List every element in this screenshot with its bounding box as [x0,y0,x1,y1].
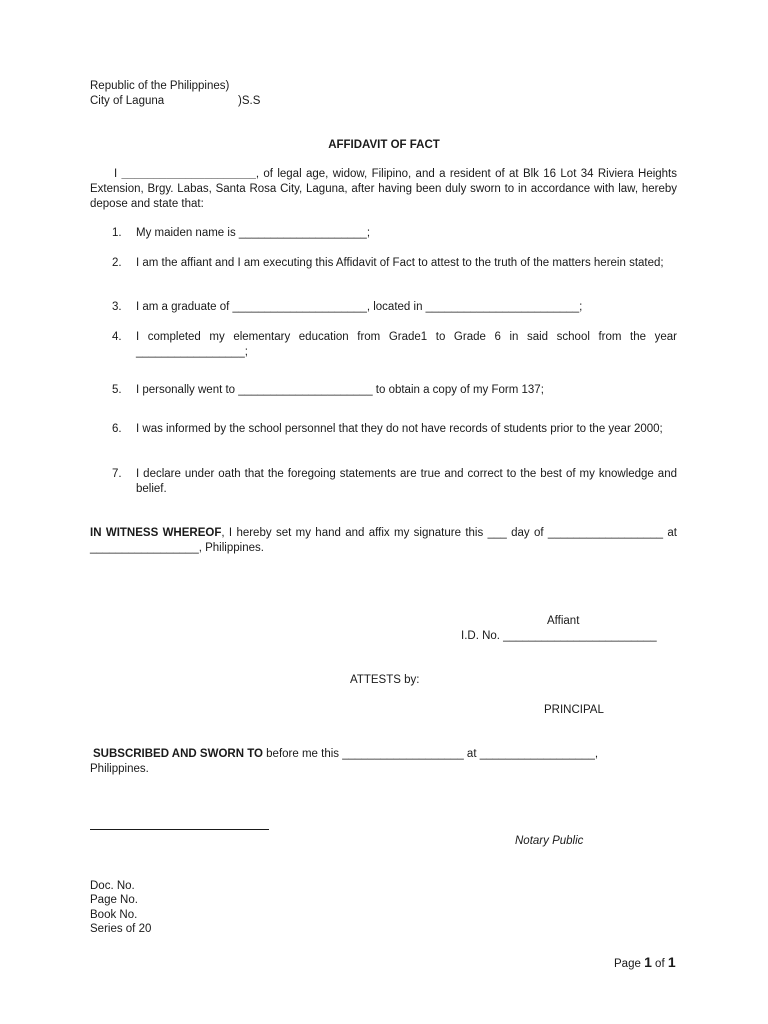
page-total: 1 [667,954,676,970]
list-item-number: 7. [112,468,122,480]
intro-lead: I [114,168,122,180]
page-no-label: Page No. [90,894,138,906]
of-word: of [651,958,668,970]
book-no-label: Book No. [90,909,138,921]
list-item-text: I declare under oath that the foregoing statements are true and correct to the best of my knowledge and belief. [136,468,677,495]
page-number [614,955,676,972]
list-item-text: I am a graduate of _____________________, located in ________________________; [136,301,583,313]
header-ss: )S.S [238,95,261,107]
list-item [112,422,677,437]
attests-label: ATTESTS by: [350,674,420,686]
affiant-label: Affiant [547,615,580,627]
list-item [112,383,677,398]
intro-rest: , of legal age, widow, Filipino, and a resident of at Blk 16 Lot 34 Riviera Heights Extension, Brgy. Labas, Santa Rosa City, Laguna, after having been duly sworn to in accordance with law, hereby depose and state that: [90,168,678,210]
series-label: Series of 20 [90,923,152,935]
list-item-text: My maiden name is ____________________; [136,227,371,239]
list-item-number: 3. [112,301,122,313]
affiant-id-line: I.D. No. ________________________ [461,630,657,642]
list-item-text: I was informed by the school personnel that they do not have records of students prior to the year 2000; [136,423,663,435]
list-item-number: 2. [112,257,122,269]
subscribed-bold: SUBSCRIBED AND SWORN TO [93,748,263,760]
header-republic: Republic of the Philippines) [90,80,230,92]
subscribed-line2: Philippines. [90,763,149,775]
doc-no-label: Doc. No. [90,880,135,892]
list-item-number: 6. [112,423,122,435]
document-title: AFFIDAVIT OF FACT [328,139,440,151]
witness-bold: IN WITNESS WHEREOF [90,527,222,539]
list-item-text: I personally went to _____________________ to obtain a copy of my Form 137; [136,384,544,396]
page-word: Page [614,958,645,970]
intro-paragraph [90,167,677,212]
subscribed-rest: before me this ___________________ at __________________, [262,748,599,760]
notary-label: Notary Public [515,835,584,847]
intro-name-blank: _____________________ [121,168,256,180]
list-item [112,256,677,271]
witness-paragraph [90,526,677,556]
list-item-text: I completed my elementary education from Grade1 to Grade 6 in said school from the year _________________; [136,331,677,358]
list-item [112,226,677,241]
list-item [112,467,677,497]
list-item-number: 4. [112,331,122,343]
header-city: City of Laguna [90,95,165,107]
list-item [112,330,677,360]
list-item-text: I am the affiant and I am executing this Affidavit of Fact to attest to the truth of the matters herein stated; [136,257,664,269]
list-item-number: 1. [112,227,122,239]
notary-signature-line [90,829,269,830]
principal-label: PRINCIPAL [544,704,604,716]
page-current: 1 [644,954,652,970]
witness-rest: , I hereby set my hand and affix my signature this ___ day of __________________ at _________________, Philippines. [90,527,677,554]
list-item-number: 5. [112,384,122,396]
list-item [112,300,677,315]
subscribed-line [93,747,598,762]
